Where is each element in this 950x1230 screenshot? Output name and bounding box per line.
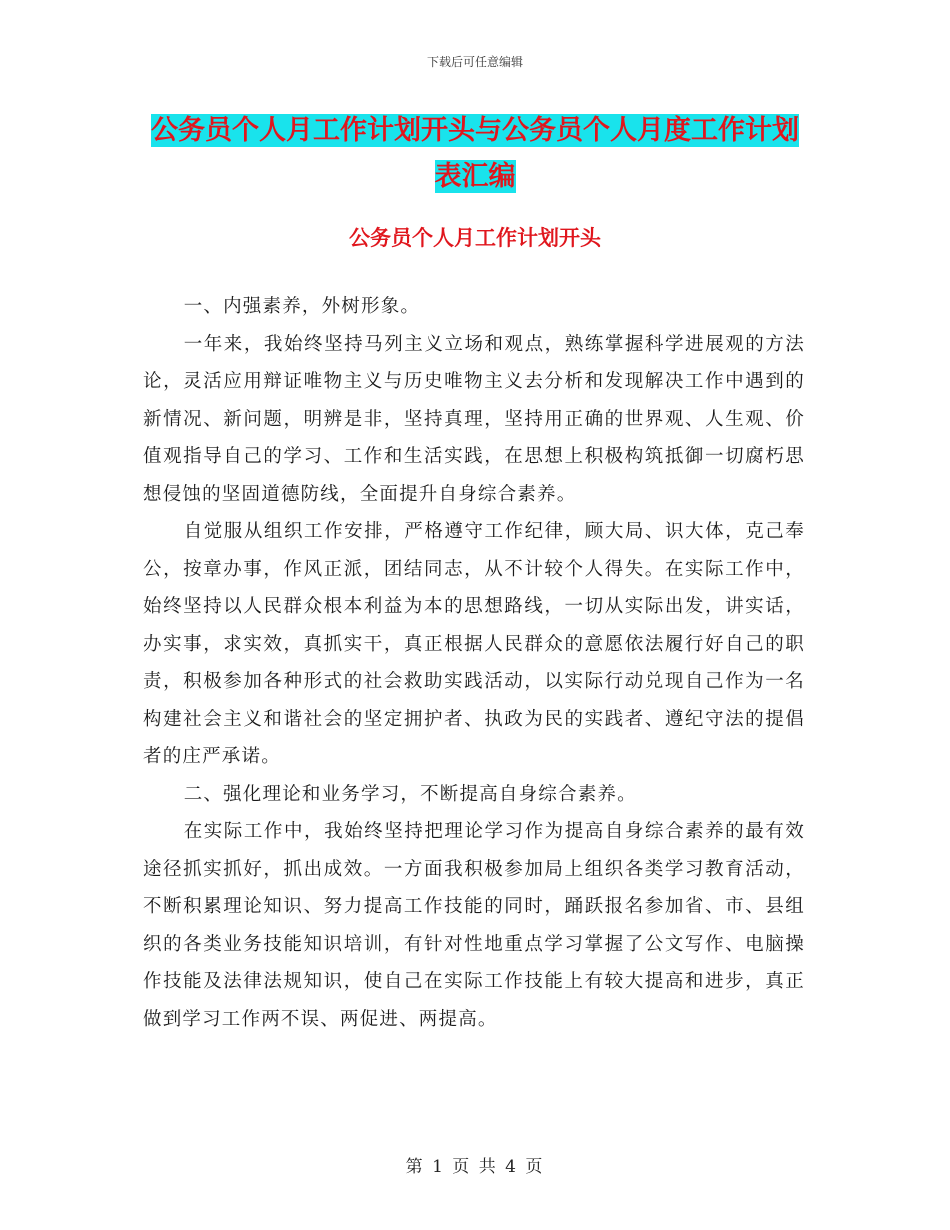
paragraph: 自觉服从组织工作安排，严格遵守工作纪律，顾大局、识大体，克己奉公，按章办事，作风正派，团结同志，从不计较个人得失。在实际工作中，始终坚持以人民群众根本利益为本的思想路线，一切从实际出发，讲实话，办实事，求实效，真抓实干，真正根据人民群众的意愿依法履行好自己的职责，积极参加各种形式的社会救助实践活动，以实际行动兑现自己作为一名构建社会主义和谐社会的坚定拥护者、执政为民的实践者、遵纪守法的提倡者的庄严承诺。 [143,521,805,767]
paragraph-heading-1: 一、内强素养，外树形象。 [183,296,421,317]
paragraph: 在实际工作中，我始终坚持把理论学习作为提高自身综合素养的最有效途径抓实抓好，抓出成效。一方面我积极参加局上组织各类学习教育活动，不断积累理论知识、努力提高工作技能的同时，踊跃报名参加省、市、县组织的各类业务技能知识培训，有针对性地重点学习掌握了公文写作、电脑操作技能及法律法规知识，使自己在实际工作技能上有较大提高和进步，真正做到学习工作两不误、两促进、两提高。 [143,821,805,1030]
section-title: 公务员个人月工作计划开头 [349,226,601,250]
document-title-text: 公务员个人月工作计划开头与公务员个人月度工作计划表汇编 [151,115,799,192]
paragraph: 一年来，我始终坚持马列主义立场和观点，熟练掌握科学进展观的方法论，灵活应用辩证唯物主义与历史唯物主义去分析和发现解决工作中遇到的新情况、新问题，明辨是非，坚持真理，坚持用正确的世界观、人生观、价值观指导自己的学习、工作和生活实践，在思想上积极构筑抵御一切腐朽思想侵蚀的坚固道德防线，全面提升自身综合素养。 [143,333,805,505]
header-note: 下载后可任意编辑 [426,55,523,69]
paragraph-heading-2: 二、强化理论和业务学习，不断提高自身综合素养。 [183,783,637,805]
page-footer: 第 1 页 共 4 页 [405,1157,545,1177]
document-title [140,108,810,200]
document-body [143,288,805,1038]
